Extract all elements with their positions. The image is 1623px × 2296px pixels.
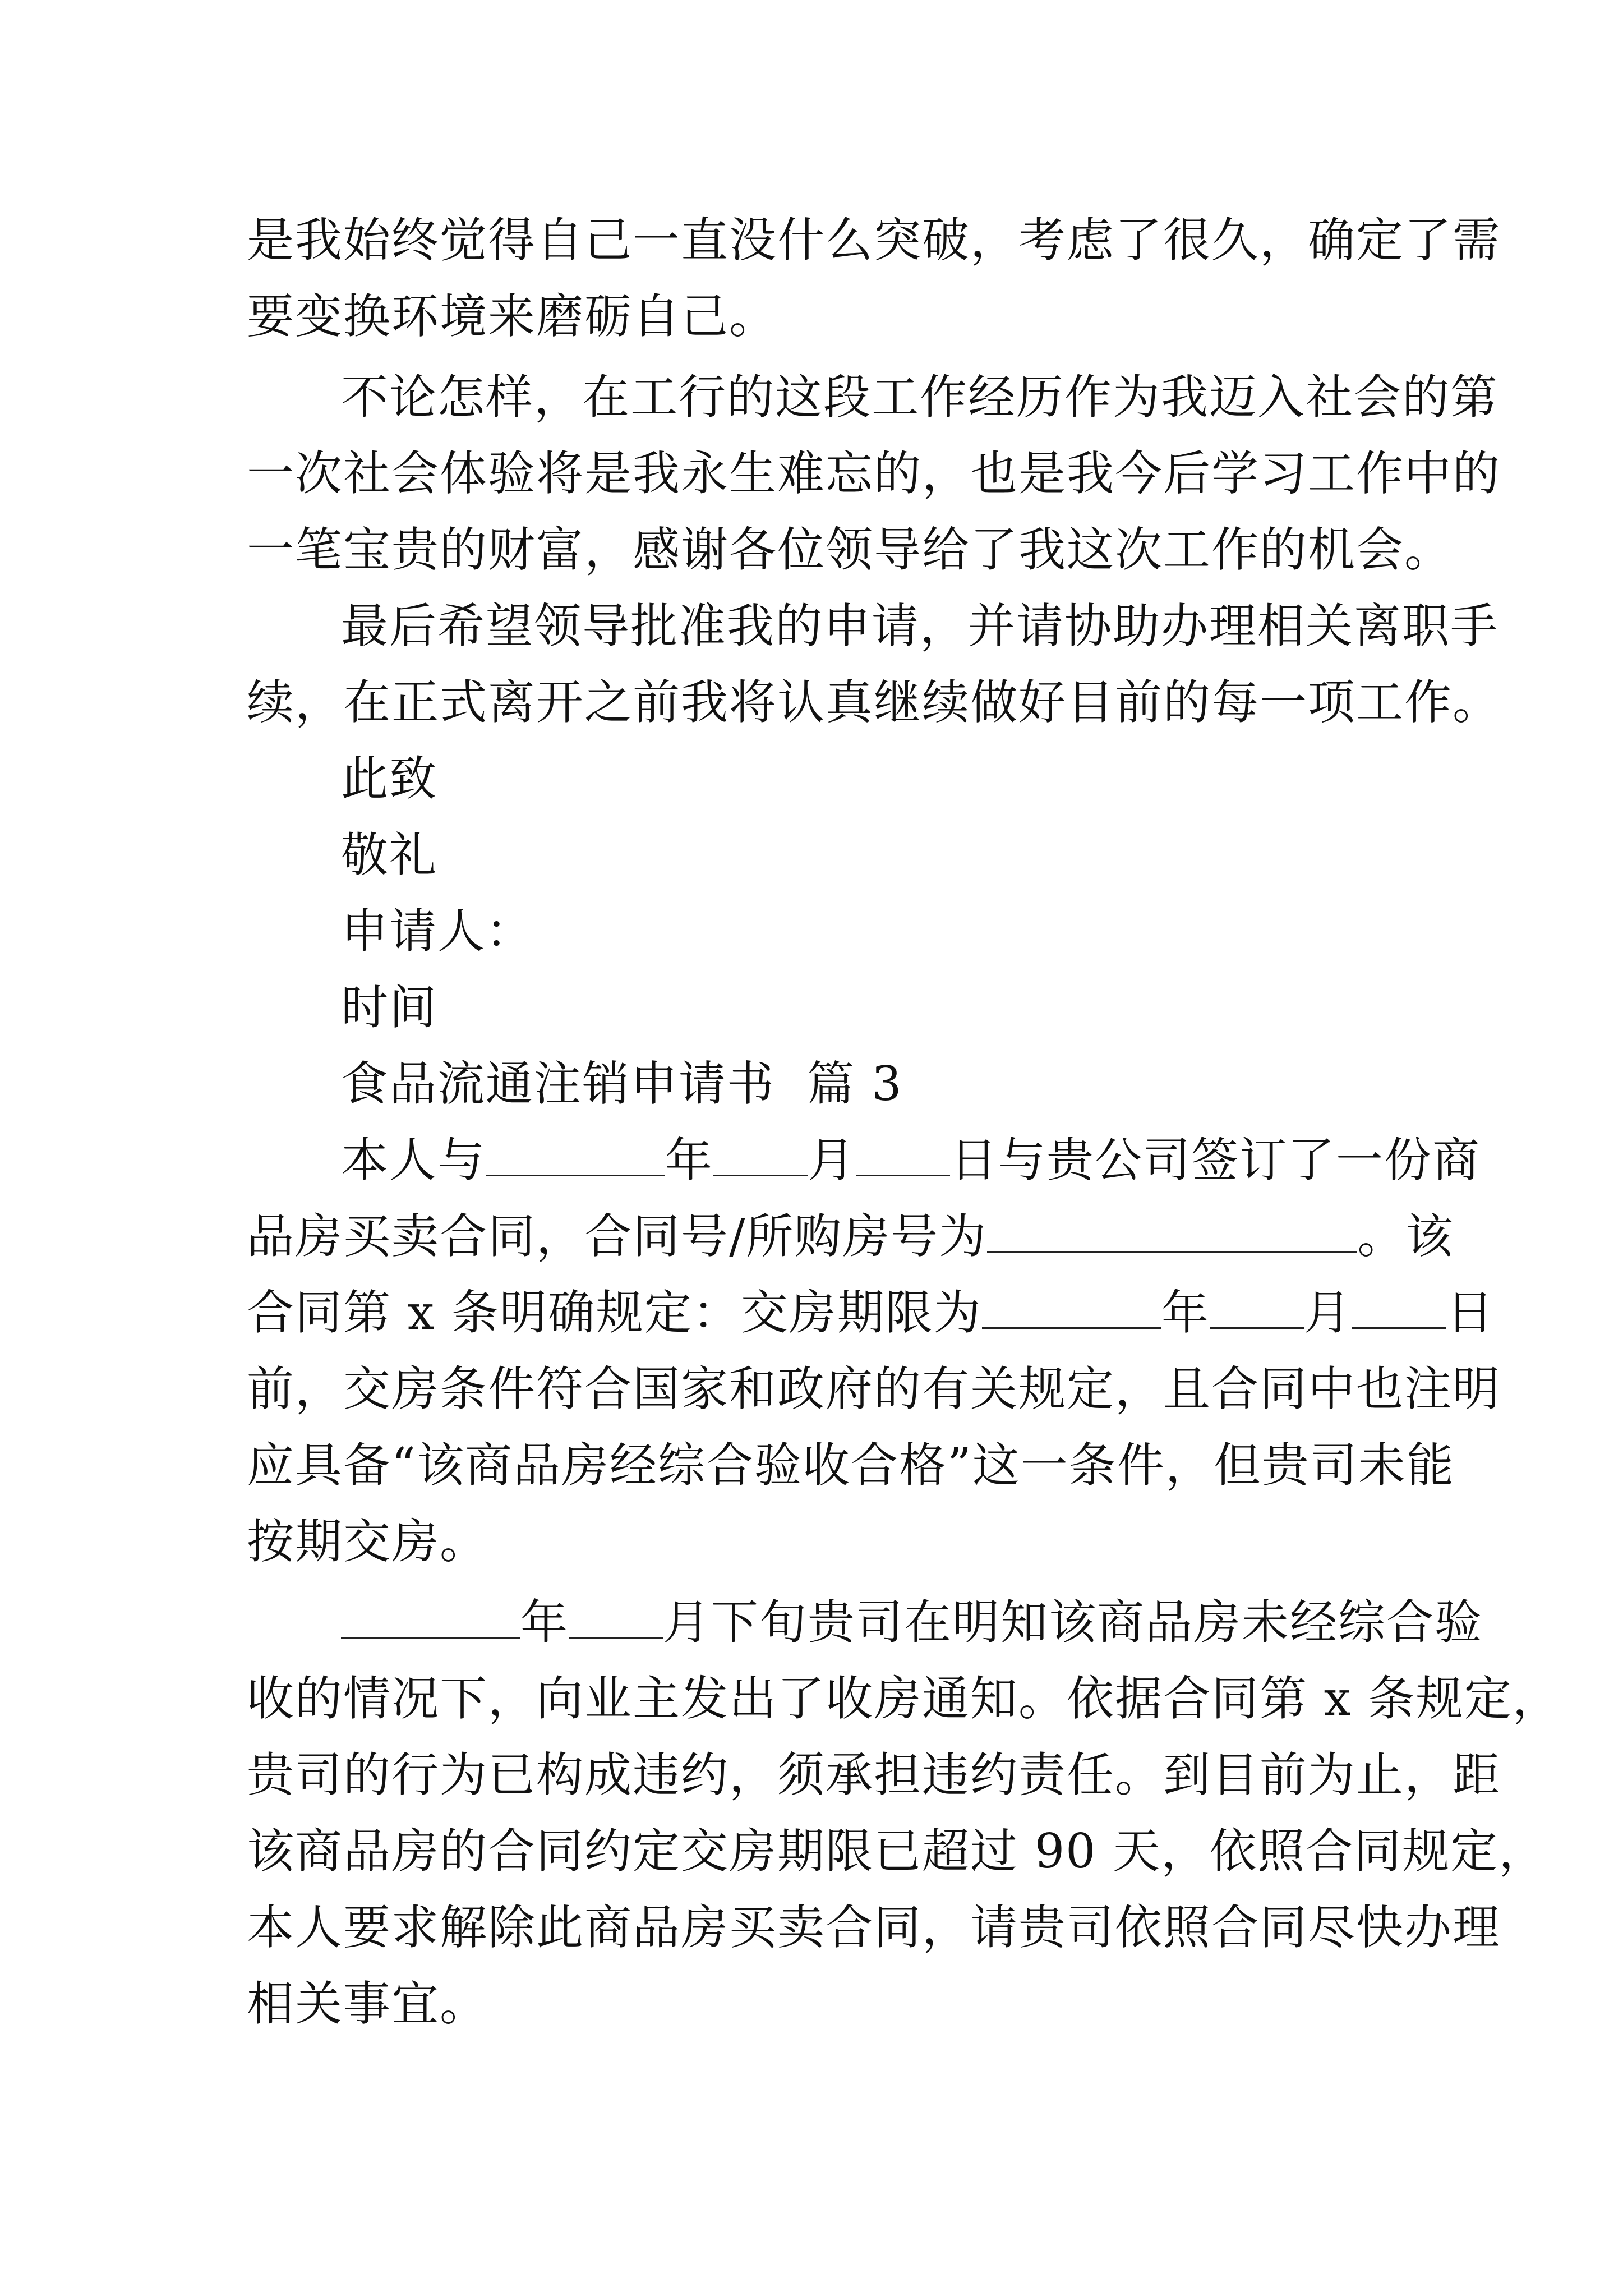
paragraph-line [247,1122,1481,1198]
paragraph-line [247,1584,1483,1660]
paragraph-line: 一笔宝贵的财富，感谢各位领导给了我这次工作的机会。 [247,522,1453,577]
text-run: 月下旬贵司在明知该商品房未经综合验 [663,1595,1483,1650]
paragraph-line: 不论怎样，在工行的这段工作经历作为我迈入社会的第 [341,370,1499,425]
blank-underline [1352,1282,1446,1329]
applicant-label: 申请人： [341,904,534,959]
text-run: 年 [665,1133,714,1188]
paragraph-line: 相关事宜。 [247,1976,488,2031]
paragraph-line: 该商品房的合同约定交房期限已超过 90 天，依照合同规定， [247,1824,1547,1879]
blank-underline [987,1206,1357,1253]
paragraph-line: 本人要求解除此商品房买卖合同，请贵司依照合同尽快办理 [247,1900,1501,1955]
section-title: 食品流通注销申请书 篇 3 [341,1056,903,1111]
time-label: 时间 [341,980,438,1035]
blank-underline [1210,1282,1304,1329]
paragraph-line: 是我始终觉得自己一直没什么突破，考虑了很久，确定了需 [247,213,1501,268]
text-run: 月 [808,1133,856,1188]
blank-underline [341,1592,520,1639]
text-run: 日与贵公司签订了一份商 [950,1133,1481,1188]
text-run: 。该 [1357,1209,1454,1264]
text-run: 品房买卖合同，合同号/所购房号为 [247,1209,988,1264]
paragraph-line: 贵司的行为已构成违约，须承担违约责任。到目前为止，距 [247,1747,1501,1802]
closing-regards: 敬礼 [341,827,438,882]
blank-underline [569,1592,663,1639]
paragraph-line: 一次社会体验将是我永生难忘的，也是我今后学习工作中的 [247,446,1501,501]
text-run: 年 [520,1595,569,1650]
text-run: 合同第 x 条明确规定：交房期限为 [247,1285,982,1340]
text-run: 年 [1161,1285,1210,1340]
blank-underline [982,1282,1161,1329]
paragraph-line: 收的情况下，向业主发出了收房通知。依据合同第 x 条规定， [247,1671,1561,1726]
text-run: 日 [1446,1285,1495,1340]
paragraph-line: 续，在正式离开之前我将认真继续做好目前的每一项工作。 [247,675,1501,730]
blank-underline [486,1130,665,1176]
text-run: 月 [1303,1285,1352,1340]
blank-underline [856,1130,950,1176]
paragraph-line: 要变换环境来磨砺自己。 [247,289,778,344]
blank-underline [713,1130,808,1176]
text-run: 本人与 [341,1133,486,1188]
paragraph-line [247,1198,1454,1274]
paragraph-line: 应具备“该商品房经综合验收合格”这一条件，但贵司未能 [247,1438,1455,1493]
paragraph-line [247,1274,1495,1351]
paragraph-line: 按期交房。 [247,1514,488,1569]
document-body [247,202,1561,2042]
paragraph-line: 前，交房条件符合国家和政府的有关规定，且合同中也注明 [247,1361,1501,1416]
paragraph-line: 最后希望领导批准我的申请，并请协助办理相关离职手 [341,599,1499,654]
closing-salutation: 此致 [341,751,438,806]
